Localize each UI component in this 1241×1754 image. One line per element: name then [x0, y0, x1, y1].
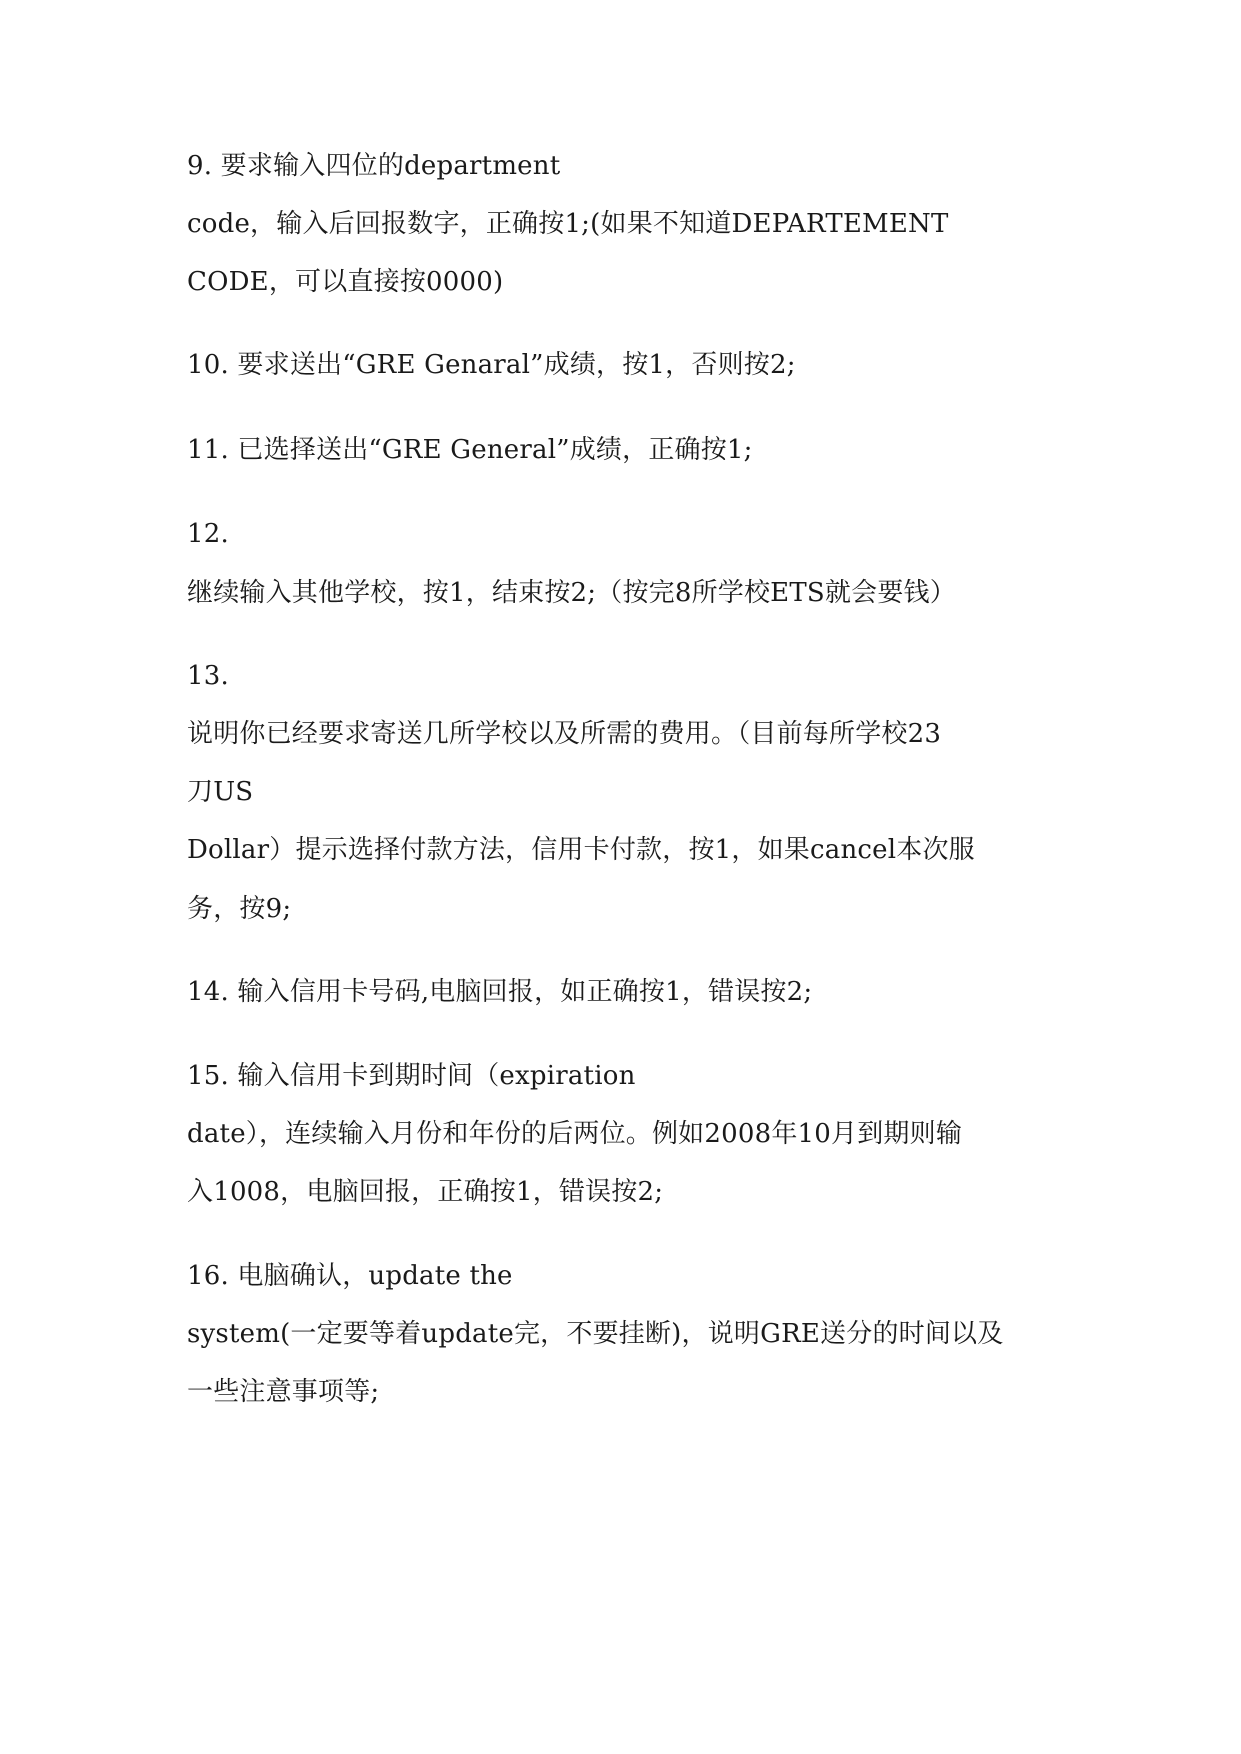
step-16-line-3: 一些注意事项等;: [187, 1377, 380, 1407]
step-9-line-1: 9. 要求输入四位的department: [187, 151, 561, 181]
step-15-line-2: date），连续输入月份和年份的后两位。例如2008年10月到期则输: [187, 1119, 963, 1149]
step-9-line-2: code，输入后回报数字，正确按1;(如果不知道DEPARTEMENT: [187, 209, 949, 239]
step-15-line-3: 入1008，电脑回报，正确按1，错误按2;: [187, 1177, 664, 1207]
step-16-line-1: 16. 电脑确认，update the: [187, 1261, 513, 1291]
step-12-line-2: 继续输入其他学校，按1，结束按2;（按完8所学校ETS就会要钱）: [187, 578, 956, 608]
step-13-line-4: Dollar）提示选择付款方法，信用卡付款，按1，如果cancel本次服: [187, 835, 975, 865]
step-13-line-3: 刀US: [187, 777, 254, 807]
step-9-line-3: CODE，可以直接按0000): [187, 267, 504, 297]
step-10-line-1: 10. 要求送出“GRE Genaral”成绩，按1，否则按2;: [187, 350, 796, 380]
step-11-line-1: 11. 已选择送出“GRE General”成绩，正确按1;: [187, 435, 753, 465]
step-15-line-1: 15. 输入信用卡到期时间（expiration: [187, 1061, 636, 1091]
step-13-line-5: 务，按9;: [187, 894, 292, 924]
step-16-line-2: system(一定要等着update完，不要挂断)，说明GRE送分的时间以及: [187, 1319, 1004, 1349]
step-12-line-1: 12.: [187, 519, 229, 549]
step-13-line-1: 13.: [187, 661, 229, 691]
step-13-line-2: 说明你已经要求寄送几所学校以及所需的费用。（目前每所学校23: [187, 719, 942, 749]
step-14-line-1: 14. 输入信用卡号码,电脑回报，如正确按1，错误按2;: [187, 977, 813, 1007]
